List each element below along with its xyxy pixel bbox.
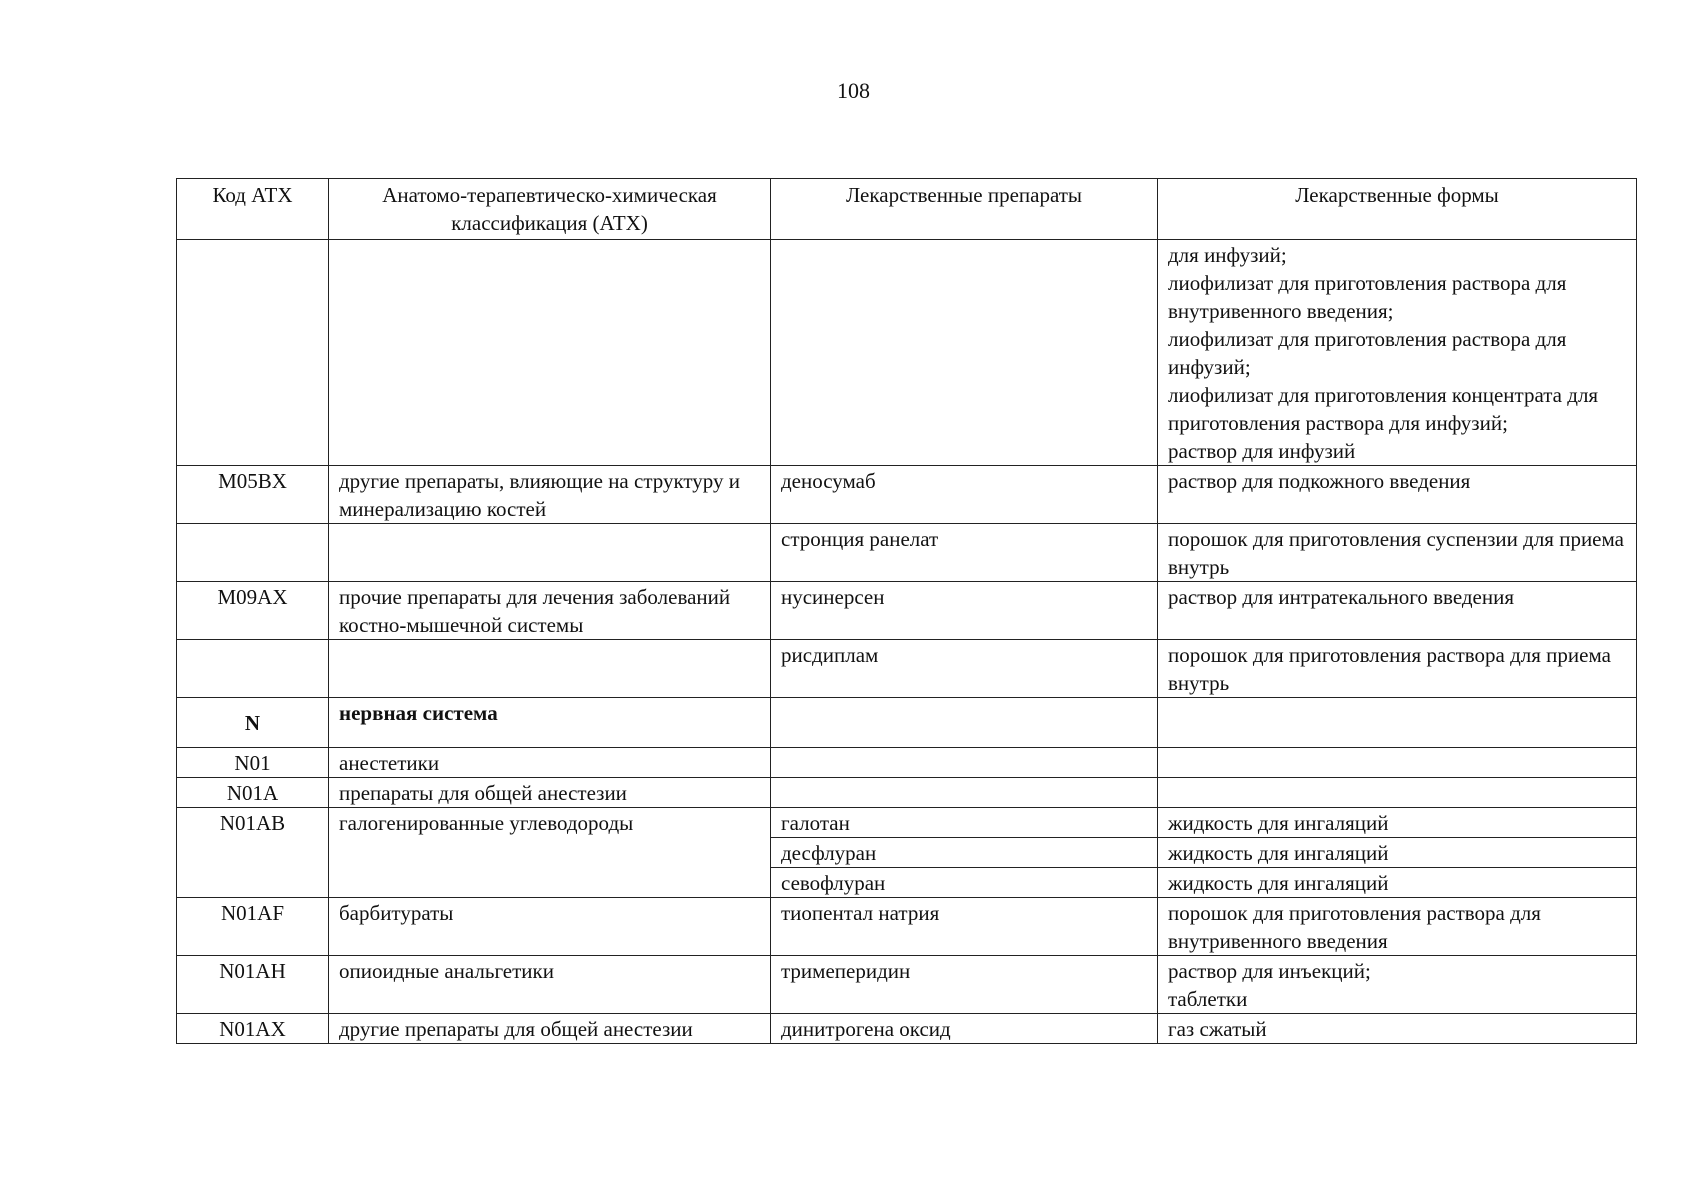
code-cell: N01AX (177, 1014, 329, 1044)
table-row (177, 240, 1637, 466)
code-cell: N01AB (177, 808, 329, 898)
form-line: таблетки (1168, 987, 1248, 1011)
form-cell: раствор для интратекального введения (1158, 582, 1637, 640)
drug-cell: динитрогена оксид (771, 1014, 1158, 1044)
form-line: раствор для инфузий (1168, 439, 1356, 463)
header-classification: Анатомо-терапевтическо-химическая классификация (АТХ) (329, 179, 771, 240)
form-line: лиофилизат для приготовления концентрата для приготовления раствора для инфузий; (1168, 383, 1599, 435)
table-row (177, 748, 1637, 778)
table-row (177, 898, 1637, 956)
drug-cell: десфлуран (771, 838, 1158, 868)
table-row (177, 466, 1637, 524)
code-cell: N01 (177, 748, 329, 778)
code-cell (177, 240, 329, 466)
class-cell (329, 524, 771, 582)
form-line: лиофилизат для приготовления раствора для внутривенного введения; (1168, 271, 1567, 323)
form-cell (1158, 748, 1637, 778)
class-cell: опиоидные анальгетики (329, 956, 771, 1014)
header-code: Код АТХ (177, 179, 329, 240)
code-cell: N01AF (177, 898, 329, 956)
form-line: лиофилизат для приготовления раствора для инфузий; (1168, 327, 1567, 379)
form-cell (1158, 698, 1637, 748)
code-cell: N (177, 698, 329, 748)
header-drugs: Лекарственные препараты (771, 179, 1158, 240)
table-row (177, 698, 1637, 748)
code-cell: N01AH (177, 956, 329, 1014)
class-cell: препараты для общей анестезии (329, 778, 771, 808)
header-forms: Лекарственные формы (1158, 179, 1637, 240)
form-cell (1158, 956, 1637, 1014)
code-cell: M05BX (177, 466, 329, 524)
class-cell: нервная система (329, 698, 771, 748)
table-row (177, 1014, 1637, 1044)
drug-cell: тримеперидин (771, 956, 1158, 1014)
form-cell: жидкость для ингаляций (1158, 808, 1637, 838)
class-cell: анестетики (329, 748, 771, 778)
atx-table (176, 178, 1637, 1044)
drug-cell: стронция ранелат (771, 524, 1158, 582)
form-cell: порошок для приготовления суспензии для приема внутрь (1158, 524, 1637, 582)
form-cell: жидкость для ингаляций (1158, 868, 1637, 898)
form-cell: жидкость для ингаляций (1158, 838, 1637, 868)
page-number: 108 (837, 78, 870, 103)
code-cell (177, 524, 329, 582)
form-cell (1158, 240, 1637, 466)
form-cell: порошок для приготовления раствора для внутривенного введения (1158, 898, 1637, 956)
table-row (177, 808, 1637, 838)
drug-cell (771, 240, 1158, 466)
code-cell: M09AX (177, 582, 329, 640)
table-row (177, 640, 1637, 698)
class-cell: прочие препараты для лечения заболеваний костно-мышечной системы (329, 582, 771, 640)
table-row (177, 582, 1637, 640)
code-cell: N01A (177, 778, 329, 808)
form-line: раствор для инъекций; (1168, 959, 1371, 983)
table-row (177, 524, 1637, 582)
code-cell (177, 640, 329, 698)
class-cell: галогенированные углеводороды (329, 808, 771, 898)
drug-cell: нусинерсен (771, 582, 1158, 640)
drug-cell: севофлуран (771, 868, 1158, 898)
drug-cell (771, 778, 1158, 808)
form-cell: порошок для приготовления раствора для приема внутрь (1158, 640, 1637, 698)
class-cell (329, 240, 771, 466)
drug-cell: деносумаб (771, 466, 1158, 524)
form-cell (1158, 778, 1637, 808)
form-cell: газ сжатый (1158, 1014, 1637, 1044)
table-header-row (177, 179, 1637, 240)
drug-cell: тиопентал натрия (771, 898, 1158, 956)
class-cell (329, 640, 771, 698)
class-cell: другие препараты для общей анестезии (329, 1014, 771, 1044)
table-row (177, 778, 1637, 808)
class-cell: барбитураты (329, 898, 771, 956)
drug-cell (771, 748, 1158, 778)
drug-cell: галотан (771, 808, 1158, 838)
form-line: для инфузий; (1168, 243, 1287, 267)
table-row (177, 956, 1637, 1014)
drug-cell: рисдиплам (771, 640, 1158, 698)
class-cell: другие препараты, влияющие на структуру и минерализацию костей (329, 466, 771, 524)
form-cell: раствор для подкожного введения (1158, 466, 1637, 524)
drug-cell (771, 698, 1158, 748)
